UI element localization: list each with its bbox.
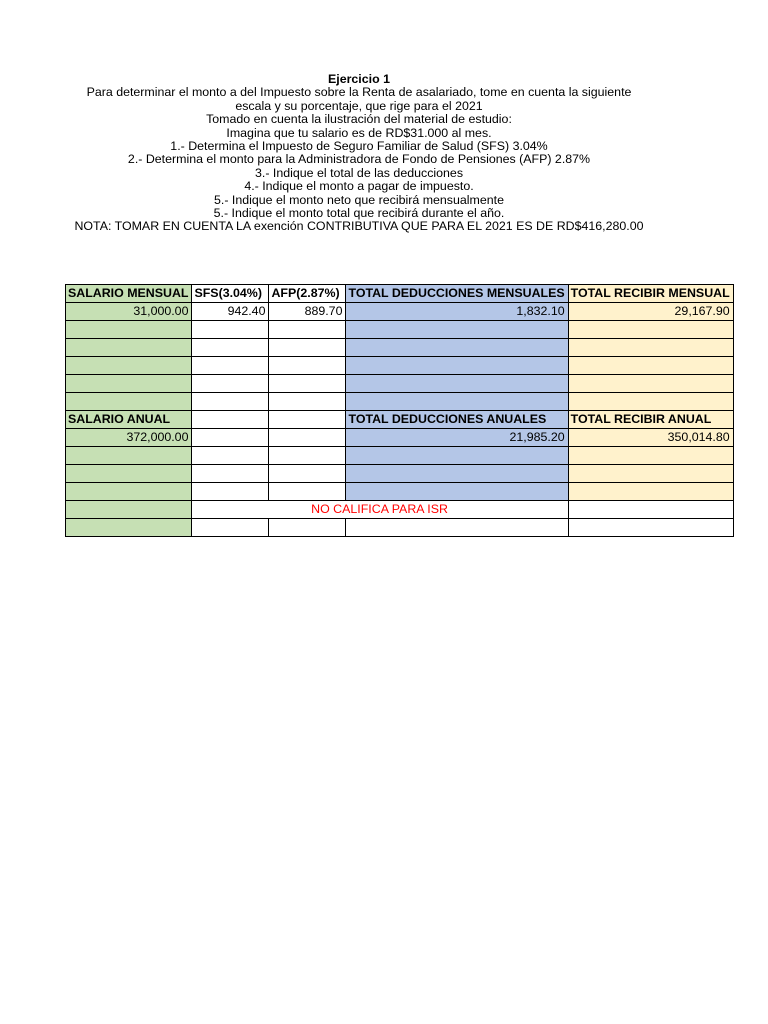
table-cell[interactable] [192, 447, 269, 465]
salary-table [65, 284, 734, 537]
table-cell[interactable] [192, 375, 269, 393]
table-cell[interactable] [192, 321, 269, 339]
table-cell[interactable] [192, 519, 269, 537]
table-cell[interactable] [66, 393, 192, 411]
cell-sfs[interactable]: 942.40 [192, 303, 269, 321]
table-cell[interactable] [269, 465, 346, 483]
instruction-line: Imagina que tu salario es de RD$31.000 al mes. [226, 125, 492, 140]
table-cell[interactable] [269, 339, 346, 357]
table-cell[interactable] [568, 501, 733, 519]
table-cell[interactable] [346, 321, 568, 339]
table-cell[interactable] [269, 321, 346, 339]
header-total-deducciones-anuales[interactable]: TOTAL DEDUCCIONES ANUALES [346, 411, 568, 429]
table-cell[interactable] [568, 393, 733, 411]
table-cell[interactable] [269, 483, 346, 501]
table-cell[interactable] [568, 465, 733, 483]
header-total-deducciones-mensuales[interactable]: TOTAL DEDUCCIONES MENSUALES [346, 285, 568, 303]
cell-total-deducciones-mensuales[interactable]: 1,832.10 [346, 303, 568, 321]
table-cell[interactable] [192, 465, 269, 483]
table-cell[interactable] [568, 483, 733, 501]
header-total-recibir-anual[interactable]: TOTAL RECIBIR ANUAL [568, 411, 733, 429]
table-cell[interactable] [192, 357, 269, 375]
table-cell[interactable] [66, 339, 192, 357]
cell-salario-anual[interactable]: 372,000.00 [66, 429, 192, 447]
table-cell[interactable] [66, 465, 192, 483]
table-cell[interactable] [66, 357, 192, 375]
instruction-line: 5.- Indique el monto neto que recibirá mensualmente [214, 192, 504, 207]
instruction-line: Para determinar el monto a del Impuesto sobre la Renta de asalariado, tome en cuenta la siguiente [86, 85, 632, 100]
table-cell[interactable] [269, 393, 346, 411]
table-cell[interactable] [269, 447, 346, 465]
table-cell[interactable] [66, 447, 192, 465]
table-cell[interactable] [568, 519, 733, 537]
table-cell[interactable] [346, 357, 568, 375]
table-cell[interactable] [192, 339, 269, 357]
exercise-title: Ejercicio 1 [328, 72, 390, 86]
table-cell[interactable] [568, 447, 733, 465]
table-row [66, 357, 734, 375]
cell-total-recibir-anual[interactable]: 350,014.80 [568, 429, 733, 447]
table-cell[interactable] [346, 519, 568, 537]
exercise-instructions [0, 73, 718, 234]
header-salario-anual[interactable]: SALARIO ANUAL [66, 411, 192, 429]
table-cell[interactable] [568, 321, 733, 339]
annual-header-row [66, 411, 734, 429]
cell-total-deducciones-anuales[interactable]: 21,985.20 [346, 429, 568, 447]
annual-values-row [66, 429, 734, 447]
instruction-line: 5.- Indique el monto total que recibirá durante el año. [213, 206, 505, 221]
instruction-line: Tomado en cuenta la ilustración del material de estudio: [206, 112, 512, 127]
table-row [66, 375, 734, 393]
monthly-values-row [66, 303, 734, 321]
table-row [66, 339, 734, 357]
table-row [66, 447, 734, 465]
table-cell[interactable] [269, 429, 346, 447]
table-row [66, 321, 734, 339]
table-cell[interactable] [269, 375, 346, 393]
header-salario-mensual[interactable]: SALARIO MENSUAL [66, 285, 192, 303]
table-cell[interactable] [66, 501, 192, 519]
table-cell[interactable] [66, 375, 192, 393]
table-cell[interactable] [269, 357, 346, 375]
instruction-line: 1.- Determina el Impuesto de Seguro Familiar de Salud (SFS) 3.04% [170, 139, 548, 154]
table-cell[interactable] [346, 483, 568, 501]
instruction-line: escala y su porcentaje, que rige para el 2021 [235, 98, 483, 113]
table-cell[interactable] [66, 519, 192, 537]
instruction-line: 2.- Determina el monto para la Administradora de Fondo de Pensiones (AFP) 2.87% [127, 152, 591, 167]
table-cell[interactable] [269, 519, 346, 537]
table-cell[interactable] [192, 393, 269, 411]
monthly-header-row [66, 285, 734, 303]
table-cell[interactable] [568, 357, 733, 375]
table-cell[interactable] [346, 465, 568, 483]
table-cell[interactable] [346, 393, 568, 411]
instruction-note: NOTA: TOMAR EN CUENTA LA exención CONTRIBUTIVA QUE PARA EL 2021 ES DE RD$416,280.00 [74, 219, 644, 234]
cell-afp[interactable]: 889.70 [269, 303, 346, 321]
isr-note-row [66, 501, 734, 519]
table-row [66, 393, 734, 411]
isr-note-cell[interactable]: NO CALIFICA PARA ISR [192, 501, 568, 519]
table-row [66, 519, 734, 537]
table-cell[interactable] [192, 483, 269, 501]
cell-total-recibir-mensual[interactable]: 29,167.90 [568, 303, 733, 321]
table-cell[interactable] [66, 321, 192, 339]
table-cell[interactable] [346, 447, 568, 465]
table-cell[interactable] [346, 375, 568, 393]
table-cell[interactable] [568, 339, 733, 357]
cell-salario-mensual[interactable]: 31,000.00 [66, 303, 192, 321]
header-sfs[interactable]: SFS(3.04%) [192, 285, 269, 303]
table-cell[interactable] [192, 411, 269, 429]
table-cell[interactable] [346, 339, 568, 357]
table-cell[interactable] [269, 411, 346, 429]
table-row [66, 465, 734, 483]
table-cell[interactable] [192, 429, 269, 447]
instruction-line: 4.- Indique el monto a pagar de impuesto. [244, 179, 474, 194]
table-cell[interactable] [66, 483, 192, 501]
table-cell[interactable] [568, 375, 733, 393]
instruction-line: 3.- Indique el total de las deducciones [254, 165, 464, 180]
table-row [66, 483, 734, 501]
header-afp[interactable]: AFP(2.87%) [269, 285, 346, 303]
header-total-recibir-mensual[interactable]: TOTAL RECIBIR MENSUAL [568, 285, 733, 303]
